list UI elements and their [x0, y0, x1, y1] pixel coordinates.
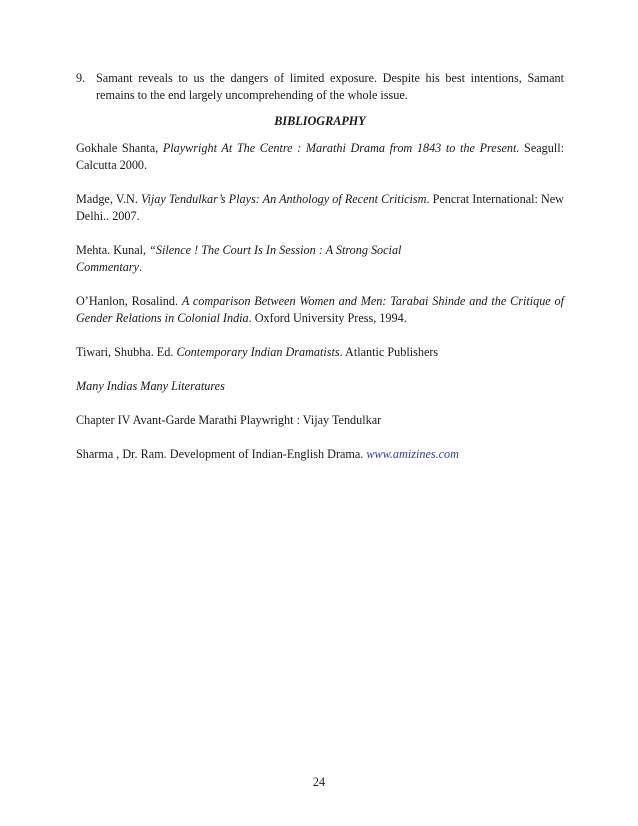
entry-author: Madge, V.N.	[76, 192, 141, 206]
bibliography-heading: BIBLIOGRAPHY	[274, 114, 366, 128]
page-number: 24	[312, 775, 326, 789]
page-content	[76, 70, 564, 480]
entry-title: Playwright At The Centre : Marathi Drama from 1843 to the Present.	[162, 141, 520, 155]
entry-text: Chapter IV Avant-Garde Marathi Playwright : Vijay Tendulkar	[76, 413, 382, 427]
entry-author: Tiwari, Shubha. Ed.	[76, 345, 177, 359]
entry-title: Vijay Tendulkar’s Plays: An Anthology of Recent Criticism	[140, 192, 427, 206]
bibliography-entry-mehta	[76, 242, 564, 276]
entry-publication: . Atlantic Publishers	[339, 345, 439, 359]
entry-title: Many Indias Many Literatures	[76, 379, 225, 393]
entry-title: Contemporary Indian Dramatists	[176, 345, 340, 359]
bibliography-entry-chapter-iv	[76, 412, 564, 429]
bibliography-entry-madge	[76, 191, 564, 225]
entry-author: Gokhale Shanta,	[76, 141, 163, 155]
entry-author: Mehta. Kunal,	[76, 243, 150, 257]
entry-publication: . Pencrat International: New Delhi.. 2007.	[76, 192, 564, 223]
entry-author: O’Hanlon, Rosalind.	[76, 294, 182, 308]
endnote-number: 9.	[76, 71, 86, 85]
bibliography-entry-ohanlon	[76, 293, 564, 327]
bibliography-entry-tiwari	[76, 344, 564, 361]
entry-publication: Seagull: Calcutta 2000.	[76, 141, 564, 172]
entry-title-line2: Commentary	[76, 260, 139, 274]
amizines-link[interactable]: www.amizines.com	[366, 447, 459, 461]
endnote-text: Samant reveals to us the dangers of limited exposure. Despite his best intentions, Samant remains to the end largely uncomprehending of the whole issue.	[96, 71, 564, 102]
entry-publication: .	[138, 260, 143, 274]
bibliography-entry-many-indias	[76, 378, 564, 395]
bibliography-entry-sharma	[76, 446, 564, 463]
entry-title: A comparison Between Women and Men: Tarabai Shinde and the Critique of Gender Relations in Colonial India	[76, 294, 565, 325]
entry-publication: . Oxford University Press, 1994.	[248, 311, 407, 325]
bibliography-entry-gokhale	[76, 140, 564, 174]
entry-title-line1: “Silence ! The Court Is In Session : A Strong Social	[149, 243, 402, 257]
entry-author: Sharma , Dr. Ram. Development of Indian-English Drama.	[76, 447, 367, 461]
endnote-9	[76, 70, 564, 104]
